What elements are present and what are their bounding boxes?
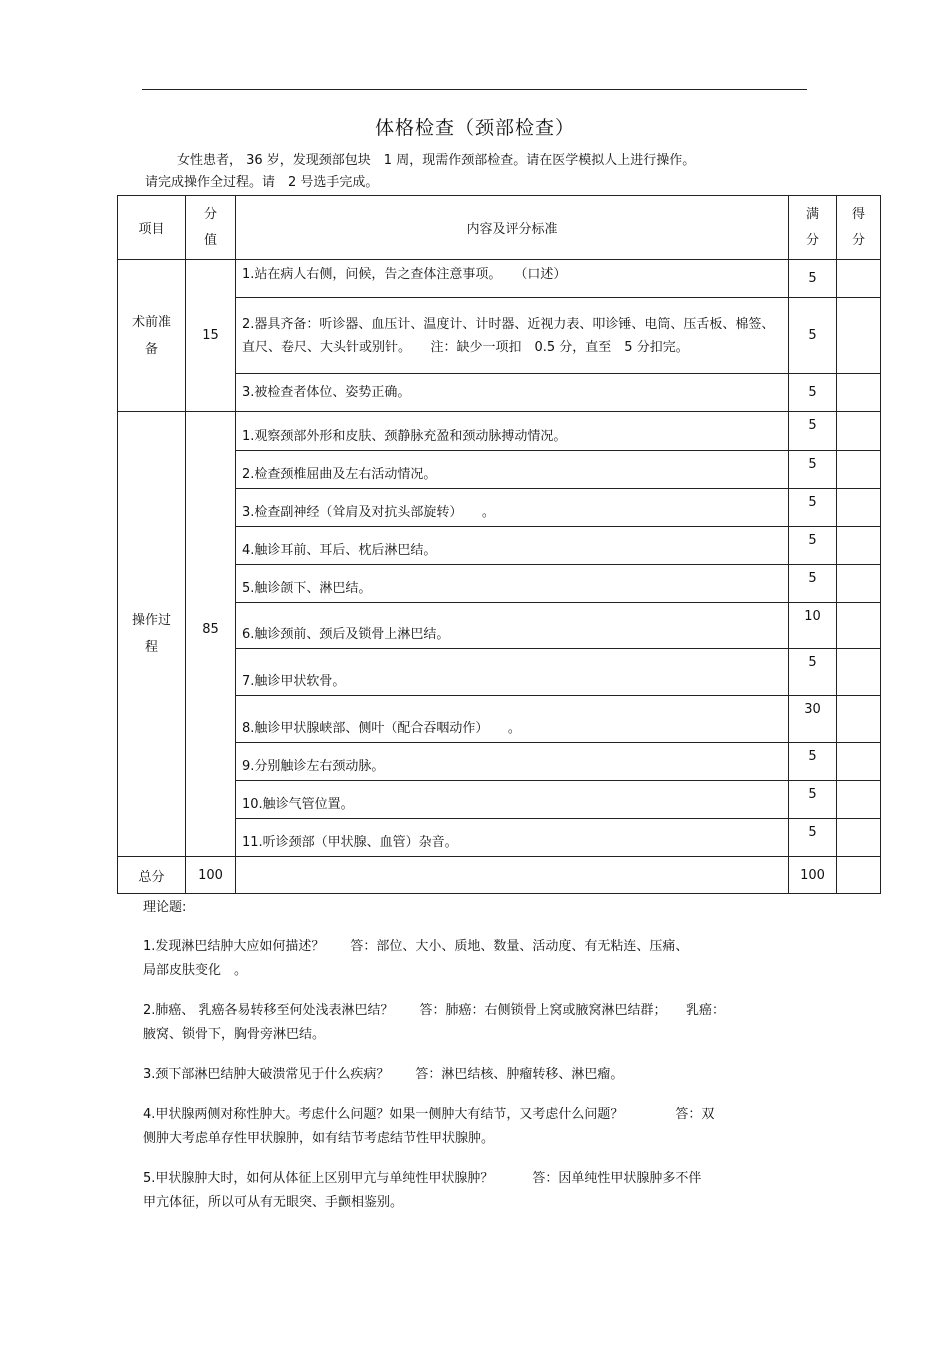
section-score-procedure: 85 bbox=[186, 412, 236, 857]
full-score-cell: 5 bbox=[789, 527, 837, 565]
obtained-score-cell[interactable] bbox=[837, 565, 881, 603]
table-row bbox=[118, 412, 881, 451]
total-full-score: 100 bbox=[789, 857, 837, 894]
criteria-text: 10.触诊气管位置。 bbox=[236, 781, 789, 819]
header-score: 分 值 bbox=[186, 196, 236, 260]
theory-question-2: 2.肺癌、 乳癌各易转移至何处浅表淋巴结？ 答：肺癌：右侧锁骨上窝或腋窝淋巴结群； 乳癌： 腋窝、锁骨下，胸骨旁淋巴结。 bbox=[143, 1003, 726, 1042]
theory-question-3: 3.颈下部淋巴结肿大破溃常见于什么疾病？ 答：淋巴结核、肿瘤转移、淋巴瘤。 bbox=[143, 1067, 624, 1082]
total-row bbox=[118, 857, 881, 894]
obtained-score-cell[interactable] bbox=[837, 781, 881, 819]
header-obtained: 得 分 bbox=[837, 196, 881, 260]
intro-paragraph bbox=[145, 150, 785, 194]
table-header-row bbox=[118, 196, 881, 260]
obtained-score-cell[interactable] bbox=[837, 489, 881, 527]
criteria-text: 5.触诊颌下、淋巴结。 bbox=[236, 565, 789, 603]
obtained-score-cell[interactable] bbox=[837, 260, 881, 298]
criteria-text: 2.器具齐备：听诊器、血压计、温度计、计时器、近视力表、叩诊锤、电筒、压舌板、棉签、直尺、卷尺、大头针或别针。 注：缺少一项扣 0.5 分，直至 5 分扣完。 bbox=[236, 298, 789, 374]
criteria-text: 1.站在病人右侧，问候，告之查体注意事项。 （口述） bbox=[236, 260, 789, 298]
criteria-text: 2.检查颈椎屈曲及左右活动情况。 bbox=[236, 451, 789, 489]
criteria-text: 3.被检查者体位、姿势正确。 bbox=[236, 374, 789, 412]
full-score-cell: 5 bbox=[789, 743, 837, 781]
obtained-score-cell[interactable] bbox=[837, 819, 881, 857]
total-label: 总分 bbox=[118, 857, 186, 894]
full-score-cell: 5 bbox=[789, 565, 837, 603]
obtained-score-cell[interactable] bbox=[837, 412, 881, 451]
obtained-score-cell[interactable] bbox=[837, 649, 881, 696]
table-row bbox=[118, 260, 881, 298]
header-item: 项目 bbox=[118, 196, 186, 260]
full-score-cell: 5 bbox=[789, 412, 837, 451]
criteria-text: 8.触诊甲状腺峡部、侧叶（配合吞咽动作） 。 bbox=[236, 696, 789, 743]
obtained-score-cell[interactable] bbox=[837, 743, 881, 781]
section-score-pre: 15 bbox=[186, 260, 236, 412]
criteria-text: 11.听诊颈部（甲状腺、血管）杂音。 bbox=[236, 819, 789, 857]
top-rule bbox=[142, 89, 807, 90]
full-score-cell: 10 bbox=[789, 603, 837, 649]
total-obtained-cell[interactable] bbox=[837, 857, 881, 894]
theory-question-1: 1.发现淋巴结肿大应如何描述？ 答：部位、大小、质地、数量、活动度、有无粘连、压痛、 局部皮肤变化 。 bbox=[143, 939, 689, 978]
full-score-cell: 5 bbox=[789, 451, 837, 489]
theory-section bbox=[143, 896, 808, 1231]
full-score-cell: 5 bbox=[789, 649, 837, 696]
obtained-score-cell[interactable] bbox=[837, 451, 881, 489]
header-full-score: 满 分 bbox=[789, 196, 837, 260]
full-score-cell: 5 bbox=[789, 298, 837, 374]
criteria-text: 4.触诊耳前、耳后、枕后淋巴结。 bbox=[236, 527, 789, 565]
total-content-empty bbox=[236, 857, 789, 894]
criteria-text: 3.检查副神经（耸肩及对抗头部旋转） 。 bbox=[236, 489, 789, 527]
theory-heading: 理论题: bbox=[143, 900, 187, 915]
header-content: 内容及评分标准 bbox=[236, 196, 789, 260]
full-score-cell: 5 bbox=[789, 781, 837, 819]
section-label-pre: 术前准 备 bbox=[118, 260, 186, 412]
obtained-score-cell[interactable] bbox=[837, 696, 881, 743]
full-score-cell: 5 bbox=[789, 819, 837, 857]
full-score-cell: 5 bbox=[789, 260, 837, 298]
criteria-text: 6.触诊颈前、颈后及锁骨上淋巴结。 bbox=[236, 603, 789, 649]
intro-line-2: 请完成操作全过程。请 2 号选手完成。 bbox=[145, 175, 379, 190]
section-label-procedure: 操作过 程 bbox=[118, 412, 186, 857]
obtained-score-cell[interactable] bbox=[837, 374, 881, 412]
criteria-text: 7.触诊甲状软骨。 bbox=[236, 649, 789, 696]
full-score-cell: 5 bbox=[789, 374, 837, 412]
full-score-cell: 30 bbox=[789, 696, 837, 743]
theory-question-4: 4.甲状腺两侧对称性肿大。考虑什么问题？如果一侧肿大有结节，又考虑什么问题？ 答：双 侧肿大考虑单存性甲状腺肿，如有结节考虑结节性甲状腺肿。 bbox=[143, 1107, 715, 1146]
scoring-table bbox=[117, 195, 881, 894]
criteria-text: 1.观察颈部外形和皮肤、颈静脉充盈和颈动脉搏动情况。 bbox=[236, 412, 789, 451]
obtained-score-cell[interactable] bbox=[837, 527, 881, 565]
page-title: 体格检查（颈部检查） bbox=[374, 117, 575, 139]
full-score-cell: 5 bbox=[789, 489, 837, 527]
theory-question-5: 5.甲状腺肿大时，如何从体征上区别甲亢与单纯性甲状腺肿？ 答：因单纯性甲状腺肿多不伴 甲亢体征，所以可从有无眼突、手颤相鉴别。 bbox=[143, 1171, 702, 1210]
total-score: 100 bbox=[186, 857, 236, 894]
criteria-text: 9.分别触诊左右颈动脉。 bbox=[236, 743, 789, 781]
obtained-score-cell[interactable] bbox=[837, 298, 881, 374]
intro-line-1: 女性患者， 36 岁，发现颈部包块 1 周，现需作颈部检查。请在医学模拟人上进行操作。 bbox=[177, 153, 696, 168]
obtained-score-cell[interactable] bbox=[837, 603, 881, 649]
